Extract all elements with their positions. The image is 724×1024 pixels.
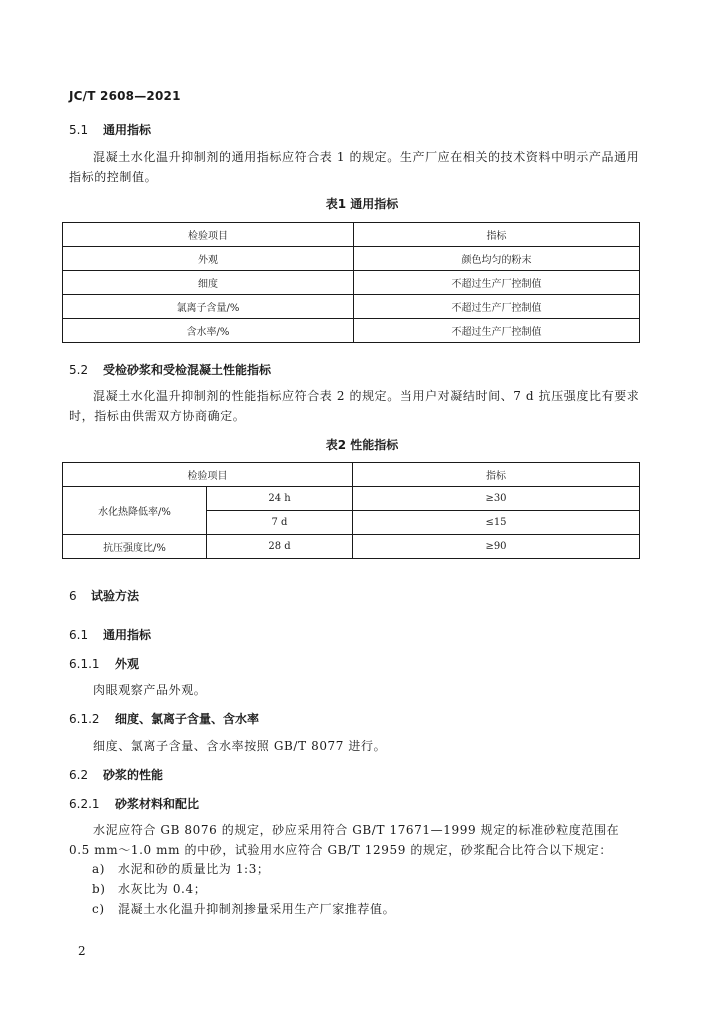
table-cell: 不超过生产厂控制值	[354, 271, 640, 295]
section-title: 通用指标	[103, 123, 152, 137]
table-row	[63, 295, 640, 319]
section-title: 砂浆材料和配比	[115, 797, 200, 811]
table-row	[63, 247, 640, 271]
table-row	[63, 535, 640, 559]
section-number: 6.1	[69, 628, 89, 642]
section-6-heading	[69, 587, 139, 604]
section-6-2-1-heading	[69, 795, 199, 812]
table-cell: 抗压强度比/%	[63, 535, 207, 559]
header-cell: 指标	[354, 223, 640, 247]
section-title: 外观	[115, 657, 140, 671]
section-5-1-paragraph: 混凝土水化温升抑制剂的通用指标应符合表 1 的规定。生产厂应在相关的技术资料中明示产品通用指标的控制值。	[69, 150, 640, 184]
table-cell: 28 d	[207, 535, 353, 559]
section-number: 5.2	[69, 363, 89, 377]
table-cell: 含水率/%	[63, 319, 354, 343]
section-title: 试验方法	[91, 589, 140, 603]
section-6-1-2-paragraph: 细度、氯离子含量、含水率按照 GB/T 8077 进行。	[93, 739, 387, 753]
table-header-row	[63, 463, 640, 487]
table-row	[63, 319, 640, 343]
header-cell: 检验项目	[63, 223, 354, 247]
table-cell: ≤15	[353, 511, 640, 535]
table-2	[62, 462, 640, 559]
table-cell: ≥30	[353, 487, 640, 511]
table-row	[63, 487, 640, 511]
table-2-caption: 表2 性能指标	[325, 438, 399, 452]
header-cell: 指标	[353, 463, 640, 487]
table-row	[63, 271, 640, 295]
table-header-row	[63, 223, 640, 247]
list-text: 水泥和砂的质量比为 1:3；	[118, 862, 270, 876]
header-cell: 检验项目	[63, 463, 353, 487]
section-5-2-heading	[69, 361, 271, 378]
section-title: 砂浆的性能	[103, 768, 164, 782]
table-cell: 水化热降低率/%	[63, 487, 207, 535]
list-text: 水灰比为 0.4；	[118, 882, 207, 896]
section-number: 6.2	[69, 768, 89, 782]
section-title: 受检砂浆和受检混凝土性能指标	[103, 363, 272, 377]
list-item	[92, 880, 206, 897]
table-cell: 颜色均匀的粉末	[354, 247, 640, 271]
table-cell: 24 h	[207, 487, 353, 511]
table-cell: 不超过生产厂控制值	[354, 295, 640, 319]
table-cell: 细度	[63, 271, 354, 295]
list-marker: a)	[92, 862, 106, 876]
list-marker: c)	[92, 902, 105, 916]
list-item	[92, 860, 270, 877]
section-6-1-heading	[69, 626, 151, 643]
page-number: 2	[78, 944, 86, 958]
section-5-2-paragraph: 混凝土水化温升抑制剂的性能指标应符合表 2 的规定。当用户对凝结时间、7 d 抗压强度比有要求时，指标由供需双方协商确定。	[69, 389, 640, 423]
section-title: 通用指标	[103, 628, 152, 642]
section-6-1-1-heading	[69, 655, 139, 672]
section-6-2-1-paragraph: 水泥应符合 GB 8076 的规定，砂应采用符合 GB/T 17671—1999 规定的标准砂粒度范围在 0.5 mm～1.0 mm 的中砂，试验用水应符合 GB/T 12959 的规定，砂浆配合比符合以下规定：	[69, 823, 620, 857]
standard-code: JC/T 2608—2021	[69, 89, 181, 103]
table-1	[62, 222, 640, 343]
list-text: 混凝土水化温升抑制剂掺量采用生产厂家推荐值。	[118, 902, 396, 916]
table-cell: 7 d	[207, 511, 353, 535]
section-6-1-2-heading	[69, 710, 259, 727]
section-number: 6.1.2	[69, 712, 100, 726]
table-cell: 氯离子含量/%	[63, 295, 354, 319]
section-number: 5.1	[69, 123, 89, 137]
section-number: 6.1.1	[69, 657, 100, 671]
section-5-1-heading	[69, 121, 151, 138]
section-number: 6.2.1	[69, 797, 100, 811]
table-cell: ≥90	[353, 535, 640, 559]
section-6-1-1-paragraph: 肉眼观察产品外观。	[93, 683, 207, 697]
table-cell: 外观	[63, 247, 354, 271]
section-6-2-heading	[69, 766, 163, 783]
table-1-caption: 表1 通用指标	[325, 197, 399, 211]
list-item	[92, 900, 395, 917]
section-title: 细度、氯离子含量、含水率	[115, 712, 260, 726]
section-number: 6	[69, 589, 77, 603]
list-marker: b)	[92, 882, 106, 896]
table-cell: 不超过生产厂控制值	[354, 319, 640, 343]
